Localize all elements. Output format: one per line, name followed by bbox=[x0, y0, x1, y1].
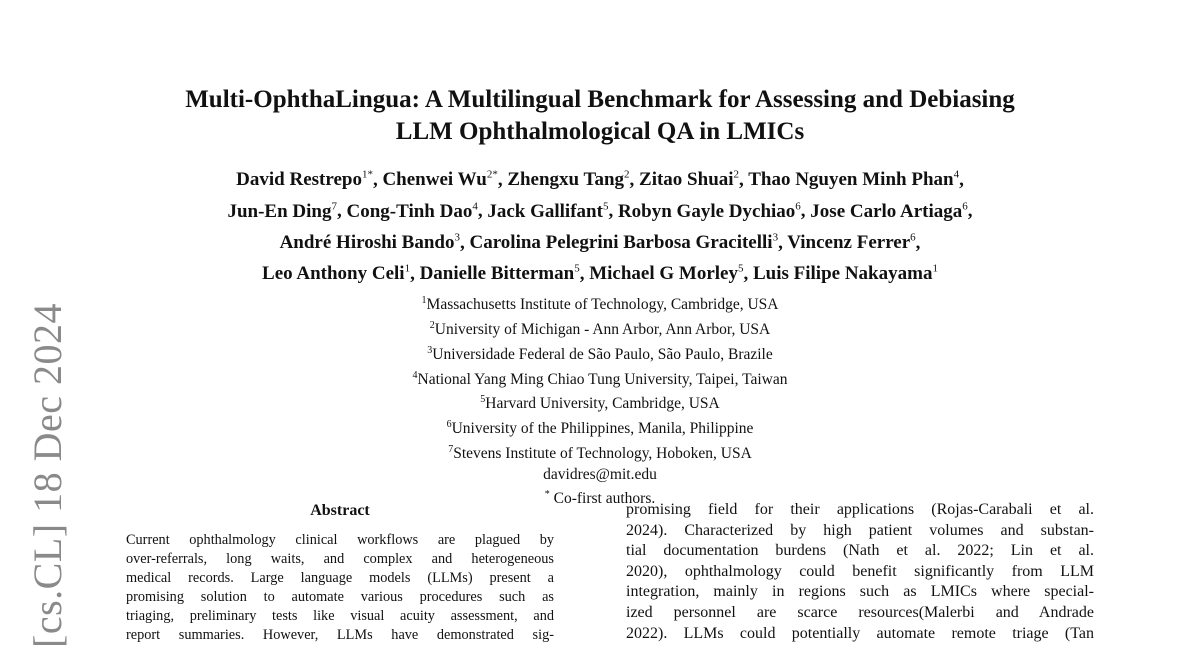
affiliation: $^7$Stevens Institute of Technology, Hoboken, USA bbox=[448, 443, 752, 462]
left-column bbox=[126, 500, 554, 645]
author: Cong-Tinh Dao$^4$ bbox=[346, 200, 478, 222]
affiliation: $^2$University of Michigan - Ann Arbor, Ann Arbor, USA bbox=[429, 320, 771, 339]
author: Zitao Shuai$^2$ bbox=[639, 169, 740, 191]
paper-title bbox=[100, 84, 1100, 148]
abstract-line: Current ophthalmology clinical workflows are plagued by bbox=[126, 532, 554, 548]
paper-header bbox=[100, 84, 1100, 510]
author: Jun-En Ding$^7$ bbox=[227, 200, 337, 222]
abstract-line: over-referrals, long waits, and complex and heterogeneous bbox=[126, 551, 554, 567]
affiliation: $^1$Massachusetts Institute of Technology, Cambridge, USA bbox=[421, 295, 779, 314]
author-line: Leo Anthony Celi$^1$, Danielle Bitterman$^5$, Michael G Morley$^5$, Luis Filipe Nakayama$^1$ bbox=[262, 262, 938, 285]
affiliation: $^6$University of the Philippines, Manila, Philippine bbox=[446, 419, 754, 438]
abstract-line: triaging, preliminary tests like visual acuity assessment, and bbox=[126, 608, 554, 624]
contact-email: davidres@mit.edu bbox=[543, 465, 657, 483]
author: André Hiroshi Bando$^3$ bbox=[279, 231, 460, 253]
body-text-line: 2024). Characterized by high patient volumes and substan- bbox=[626, 521, 1094, 539]
body-text-line: integration, mainly in regions such as LMICs where special- bbox=[626, 583, 1094, 601]
body-text-line: tial documentation burdens (Nath et al. 2022; Lin et al. bbox=[626, 542, 1094, 560]
abstract-body bbox=[126, 531, 554, 645]
author: Michael G Morley$^5$ bbox=[589, 262, 744, 285]
author-line: André Hiroshi Bando$^3$, Carolina Pelegrini Barbosa Gracitelli$^3$, Vincenz Ferrer$^6$, bbox=[279, 231, 921, 253]
author: Robyn Gayle Dychiao$^6$ bbox=[617, 200, 801, 222]
author-line: Jun-En Ding$^7$, Cong-Tinh Dao$^4$, Jack Gallifant$^5$, Robyn Gayle Dychiao$^6$, Jose Carlo Artiaga$^6$, bbox=[227, 200, 973, 222]
body-text-line: 2020), ophthalmology could benefit significantly from LLM bbox=[626, 562, 1094, 580]
affiliation: $^5$Harvard University, Cambridge, USA bbox=[480, 394, 720, 413]
author: Jose Carlo Artiaga$^6$ bbox=[810, 200, 968, 222]
author: Carolina Pelegrini Barbosa Gracitelli$^3$ bbox=[469, 231, 779, 253]
abstract-line: promising solution to automate various procedures such as bbox=[126, 589, 554, 605]
abstract-heading: Abstract bbox=[310, 502, 370, 519]
author: Leo Anthony Celi$^1$ bbox=[262, 262, 411, 285]
author: Thao Nguyen Minh Phan$^4$ bbox=[748, 169, 960, 191]
author: Zhengxu Tang$^2$ bbox=[507, 169, 630, 191]
affiliation-list bbox=[100, 291, 1100, 510]
abstract-line: medical records. Large language models (LLMs) present a bbox=[126, 570, 554, 586]
arxiv-identifier-stamp: [cs.CL] 18 Dec 2024 bbox=[25, 303, 70, 648]
right-column-intro-text bbox=[626, 500, 1094, 644]
body-text-line: promising field for their applications (Rojas-Carabali et al. bbox=[626, 501, 1094, 518]
author: Chenwei $Wu^{2*}$ bbox=[382, 169, 498, 191]
title-line-1: Multi-OphthaLingua: A Multilingual Benchmark for Assessing and Debiasing bbox=[185, 86, 1015, 113]
cofirst-note: * Co-first authors. bbox=[544, 489, 656, 508]
author: Danielle Bitterman$^5$ bbox=[419, 262, 580, 285]
author: Luis Filipe Nakayama$^1$ bbox=[752, 262, 938, 285]
author-list bbox=[100, 162, 1100, 287]
author: Vincenz Ferrer$^6$ bbox=[787, 231, 916, 253]
affiliation: $^4$National Yang Ming Chiao Tung University, Taipei, Taiwan bbox=[412, 369, 788, 388]
abstract-line: report summaries. However, LLMs have demonstrated sig- bbox=[126, 627, 554, 643]
author-line: David Restrepo$^{1*}$, Chenwei $Wu^{2*}$, Zhengxu Tang$^2$, Zitao Shuai$^2$, Thao Nguyen Minh Phan$^4$, bbox=[236, 169, 964, 191]
body-text-line: ized personnel are scarce resources(Malerbi and Andrade bbox=[626, 603, 1094, 621]
affiliation: $^3$Universidade Federal de São Paulo, São Paulo, Brazile bbox=[427, 344, 773, 363]
body-text-line: 2022). LLMs could potentially automate remote triage (Tan bbox=[626, 624, 1094, 642]
title-line-2: LLM Ophthalmological QA in LMICs bbox=[395, 118, 805, 145]
author: David Restrepo$^{1*}$ bbox=[236, 169, 373, 191]
author: Jack Gallifant$^5$ bbox=[487, 200, 609, 222]
